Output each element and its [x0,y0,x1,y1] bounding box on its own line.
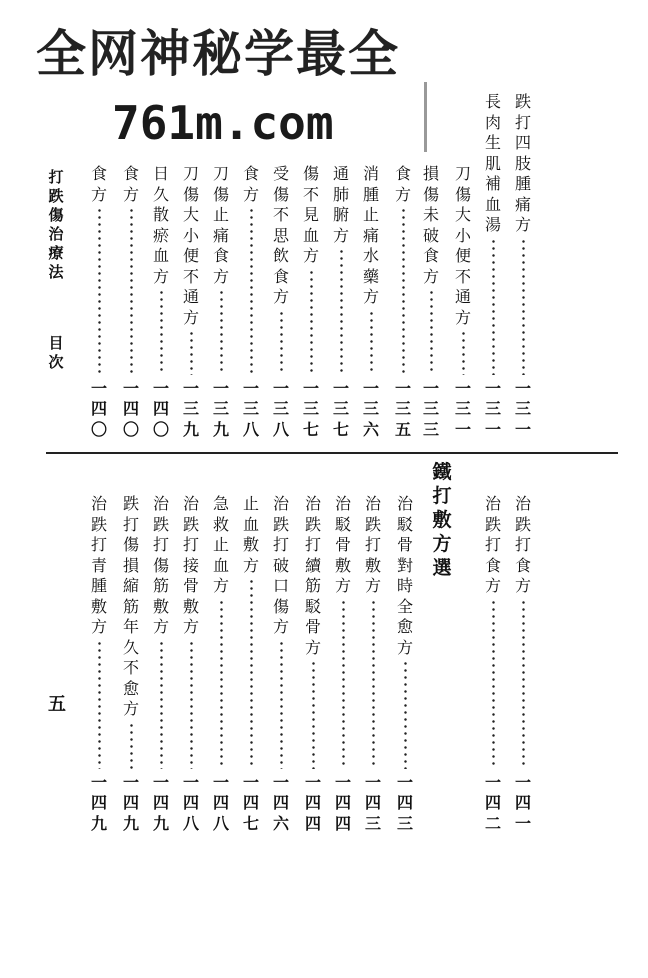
entry-title: 食 方 [122,164,139,204]
entry-page: 一 三 一 [484,378,501,439]
section-divider [46,452,618,454]
lower-toc-entry [270,494,292,834]
entry-title: 治 跌 打 食 方 [484,494,501,595]
running-title: 打 跌 傷 治 療 法 [48,168,64,281]
leader-dots [98,640,101,769]
leader-dots [402,207,405,375]
lower-toc-entry [88,494,110,834]
entry-page: 一 三 八 [242,378,259,439]
entry-title: 受 傷 不 思 飲 食 方 [272,164,289,306]
upper-toc-entry [330,164,352,440]
leader-dots [370,310,373,375]
lower-toc-entry [210,494,232,834]
entry-page: 一 三 三 [422,378,439,439]
section-label: 目 次 [48,334,64,371]
entry-page: 一 四 一 [514,772,531,833]
entry-title: 刀 傷 大 小 便 不 通 方 [454,164,471,327]
entry-title: 食 方 [90,164,107,204]
entry-page: 一 三 九 [182,378,199,439]
entry-page: 一 四 三 [364,772,381,833]
entry-title: 治 跌 打 食 方 [514,494,531,595]
lower-toc-entry [302,494,324,834]
leader-dots [312,660,315,769]
entry-title: 食 方 [394,164,411,204]
entry-page: 一 三 五 [394,378,411,439]
leader-dots [130,722,133,769]
entry-title: 治 跌 打 破 口 傷 方 [272,494,289,636]
entry-title: 治 跌 打 續 筋 駁 骨 方 [304,494,321,657]
entry-page: 一 四 七 [242,772,259,833]
leader-dots [280,640,283,769]
upper-toc-entry [420,164,442,440]
entry-title: 治 跌 打 青 腫 敷 方 [90,494,107,636]
entry-page: 一 三 九 [212,378,229,439]
lower-toc-entry [332,494,354,834]
leader-dots [522,599,525,769]
entry-page: 一 三 八 [272,378,289,439]
upper-toc-entry [270,164,292,440]
entry-page: 一 四 九 [122,772,139,833]
entry-title: 治 駁 骨 對 時 全 愈 方 [396,494,413,657]
entry-page: 一 四 九 [90,772,107,833]
upper-toc-entry [452,164,474,440]
leader-dots [130,207,133,375]
entry-title: 刀 傷 大 小 便 不 通 方 [182,164,199,327]
lower-toc-entry [394,494,416,834]
entry-title: 跌 打 傷 損 縮 筋 年 久 不 愈 方 [122,494,139,718]
entry-page: 一 四 八 [212,772,229,833]
upper-toc-entry [360,164,382,440]
entry-page: 一 四 〇 [152,378,169,439]
leader-dots [190,330,193,375]
leader-dots [250,207,253,375]
watermark-title: 全网神秘学最全 [36,25,400,83]
entry-title: 通 肺 腑 方 [332,164,349,245]
lower-toc-entry [120,494,142,834]
entry-page: 一 三 一 [514,378,531,439]
entry-title: 治 跌 打 傷 筋 敷 方 [152,494,169,636]
watermark-url: 761m.com [112,96,334,150]
entry-title: 刀 傷 止 痛 食 方 [212,164,229,286]
entry-page: 一 四 〇 [90,378,107,439]
entry-title: 跌 打 四 肢 腫 痛 方 [514,92,531,234]
lower-toc-entry [362,494,384,834]
entry-title: 治 駁 骨 敷 方 [334,494,351,595]
entry-page: 一 三 七 [302,378,319,439]
upper-toc-entry [300,164,322,440]
entry-page: 一 四 四 [304,772,321,833]
lower-toc-entry [240,494,262,834]
entry-title: 急 救 止 血 方 [212,494,229,595]
entry-title: 損 傷 未 破 食 方 [422,164,439,286]
lower-toc-entry [512,494,534,834]
leader-dots [492,238,495,375]
leader-dots [342,599,345,769]
upper-toc-entry [150,164,172,440]
entry-page: 一 四 三 [396,772,413,833]
leader-dots [462,330,465,375]
entry-title: 治 跌 打 接 骨 敷 方 [182,494,199,636]
upper-toc-entry [180,164,202,440]
leader-dots [280,310,283,375]
entry-page: 一 三 一 [454,378,471,439]
upper-toc-entry [482,92,504,440]
leader-dots [160,640,163,769]
entry-page: 一 三 七 [332,378,349,439]
leader-dots [340,248,343,375]
entry-title: 止 血 敷 方 [242,494,259,575]
leader-dots [310,269,313,375]
entry-page: 一 四 六 [272,772,289,833]
leader-dots [492,599,495,769]
entry-title: 傷 不 見 血 方 [302,164,319,265]
upper-toc-entry [88,164,110,440]
leader-dots [372,599,375,769]
upper-toc-entry [240,164,262,440]
lower-toc-entry [180,494,202,834]
entry-page: 一 四 四 [334,772,351,833]
entry-title: 治 跌 打 敷 方 [364,494,381,595]
leader-dots [160,289,163,375]
lower-toc-entry [482,494,504,834]
upper-toc-entry [392,164,414,440]
entry-title: 食 方 [242,164,259,204]
upper-toc-entry [120,164,142,440]
section-heading: 鐵 打 敷 方 選 [432,461,452,579]
entry-title: 長 肉 生 肌 補 血 湯 [484,92,501,234]
leader-dots [250,578,253,769]
watermark-divider [424,82,427,152]
leader-dots [98,207,101,375]
leader-dots [404,660,407,769]
entry-title: 消 腫 止 痛 水 藥 方 [362,164,379,306]
entry-page: 一 四 二 [484,772,501,833]
leader-dots [220,289,223,375]
page-number: 五 [48,694,66,715]
entry-page: 一 四 九 [152,772,169,833]
entry-page: 一 四 八 [182,772,199,833]
entry-title: 日 久 散 瘀 血 方 [152,164,169,286]
leader-dots [522,238,525,375]
entry-page: 一 四 〇 [122,378,139,439]
lower-toc-entry [150,494,172,834]
upper-toc-entry [512,92,534,440]
upper-toc-entry [210,164,232,440]
entry-page: 一 三 六 [362,378,379,439]
leader-dots [190,640,193,769]
leader-dots [430,289,433,375]
leader-dots [220,599,223,769]
